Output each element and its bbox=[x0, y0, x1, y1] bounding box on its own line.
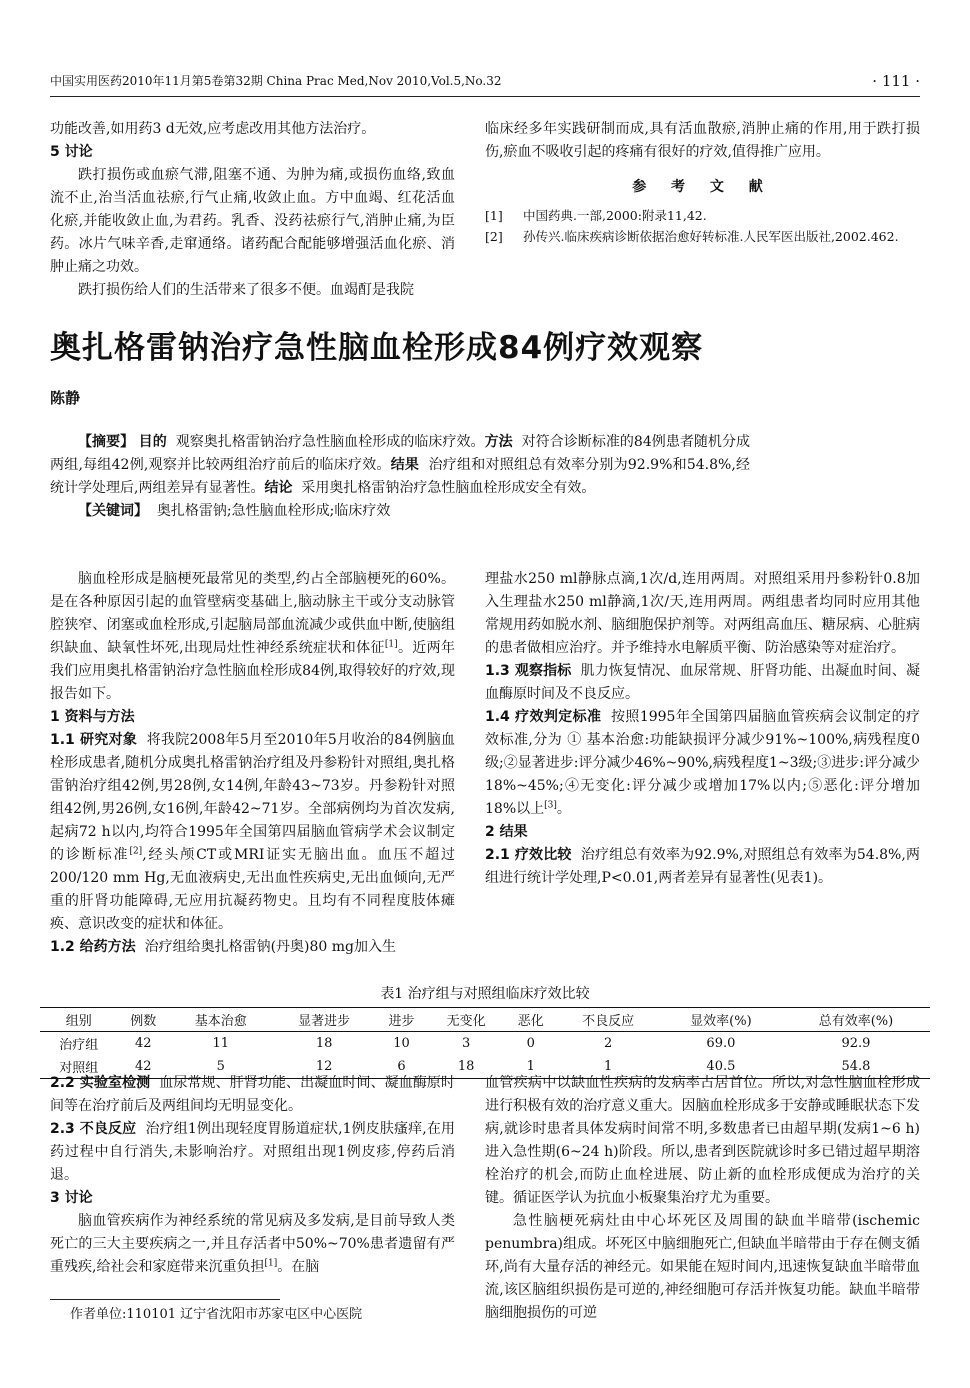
header-rule bbox=[50, 96, 920, 97]
prev-paragraph: 功能改善,如用药3 d无效,应考虑改用其他方法治疗。 bbox=[50, 121, 376, 137]
body-left-column bbox=[50, 568, 455, 959]
subsection-2-2: 2.2 实验室检测 血尿常规、肝肾功能、出凝血时间、凝血酶原时间等在治疗前后及两组间均无明显变化。 bbox=[50, 1075, 455, 1114]
footnote-rule bbox=[50, 1299, 280, 1300]
section-heading: 2 结果 bbox=[485, 824, 528, 840]
table-row: 治疗组 42 11 18 10 3 0 2 69.0 92.9 bbox=[59, 1036, 871, 1053]
keywords-label: 【关键词】 bbox=[78, 503, 148, 519]
keywords: 奥扎格雷钠;急性脑血栓形成;临床疗效 bbox=[156, 503, 391, 519]
table-header-row: 组别 例数 基本治愈 显著进步 进步 无变化 恶化 不良反应 显效率(%) 总有效率(%) bbox=[40, 1008, 930, 1032]
section-heading: 1 资料与方法 bbox=[50, 709, 135, 725]
page-number: · 111 · bbox=[872, 72, 920, 90]
subsection-1-2: 1.2 给药方法 治疗组给奥扎格雷钠(丹奥)80 mg加入生 bbox=[50, 939, 397, 955]
results-table bbox=[40, 1007, 930, 1079]
prev-article-right bbox=[485, 118, 920, 247]
journal-info: 中国实用医药2010年11月第5卷第32期 China Prac Med,Nov 2010,Vol.5,No.32 bbox=[50, 74, 502, 88]
author-affiliation: 作者单位:110101 辽宁省沈阳市苏家屯区中心医院 bbox=[70, 1307, 363, 1322]
table-caption: 表1 治疗组与对照组临床疗效比较 bbox=[380, 986, 590, 1002]
reference-item: [1] 中国药典.一部,2000:附录11,42. bbox=[485, 208, 707, 223]
prev-paragraph: 跌打损伤给人们的生活带来了很多不便。血竭酊是我院 bbox=[78, 282, 414, 298]
references-title: 参 考 文 献 bbox=[632, 179, 773, 195]
lower-left-column bbox=[50, 1072, 455, 1279]
subsection-1-1: 1.1 研究对象 将我院2008年5月至2010年5月收治的84例脑血栓形成患者,随机分成奥扎格雷钠治疗组及丹参粉针对照组,奥扎格雷钠治疗组42例,男28例,女14例,年龄43~73岁。丹参粉针对照组42例,男26例,女16例,年龄42~71岁。全部病例均为首次发病,起病72 h以内,均符合1995年全国第四届脑血管病学术会议制定的诊断标准[2],经头颅CT或MRI证实无脑出血。血压不超过200/120 mm Hg,无血液病史,无出血性疾病史,无出血倾向,无严重的肝肾功能障碍,无应用抗凝药物史。且均有不同程度肢体瘫痪、意识改变的症状和体征。 bbox=[50, 732, 456, 932]
subsection-1-3: 1.3 观察指标 肌力恢复情况、血尿常规、肝肾功能、出凝血时间、凝血酶原时间及不良反应。 bbox=[485, 663, 921, 702]
prev-paragraph: 临床经多年实践研制而成,具有活血散瘀,消肿止痛的作用,用于跌打损伤,瘀血不吸收引起的疼痛有很好的疗效,值得推广应用。 bbox=[485, 121, 920, 160]
subsection-2-1: 2.1 疗效比较 治疗组总有效率为92.9%,对照组总有效率为54.8%,两组进行统计学处理,P<0.01,两者差异有显著性(见表1)。 bbox=[485, 847, 920, 886]
intro-paragraph: 脑血栓形成是脑梗死最常见的类型,约占全部脑梗死的60%。是在各种原因引起的血管壁病变基础上,脑动脉主干或分支动脉管腔狭窄、闭塞或血栓形成,引起脑局部血流减少或供血中断,使脑组织缺血、缺氧性坏死,出现局灶性神经系统症状和体征[1]。近两年我们应用奥扎格雷钠治疗急性脑血栓形成84例,取得较好的疗效,现报告如下。 bbox=[50, 571, 456, 702]
body-paragraph: 理盐水250 ml静脉点滴,1次/d,连用两周。对照组采用丹参粉针0.8加入生理盐水250 ml静滴,1次/天,连用两周。两组患者均同时应用其他常规用药如脱水剂、脑细胞保护剂等。对两组高血压、糖尿病、心脏病的患者做相应治疗。并予维持水电解质平衡、防治感染等对症治疗。 bbox=[485, 571, 920, 656]
prev-paragraph: 跌打损伤或血瘀气滞,阻塞不通、为肿为痛,或损伤血络,致血流不止,治当活血祛瘀,行气止痛,收敛止血。方中血竭、红花活血化瘀,并能收敛止血,为君药。乳香、没药祛瘀行气,消肿止痛,为臣药。冰片气味辛香,走窜通络。诸药配合配能够增强活血化瘀、消肿止痛之功效。 bbox=[50, 167, 455, 275]
reference-item: [2] 孙传兴.临床疾病诊断依据治愈好转标准.人民军医出版社,2002.462. bbox=[485, 229, 899, 244]
table-row: 对照组 42 5 12 6 18 1 1 40.5 54.8 bbox=[40, 1055, 930, 1079]
body-right-column bbox=[485, 568, 920, 890]
discussion-paragraph: 血管疾病中以缺血性疾病的发病率占居首位。所以,对急性脑血栓形成进行积极有效的治疗意义重大。因脑血栓形成多于安静或睡眠状态下发病,就诊时患者具体发病时间常不明,多数患者已由超早期(发病1~6 h)进入急性期(6~24 h)阶段。所以,患者到医院就诊时多已错过超早期溶栓治疗的机会,而防止血栓进展、防止新的血栓形成便成为治疗的关键。循证医学认为抗血小板聚集治疗尤为重要。 bbox=[485, 1075, 920, 1206]
section-heading: 5 讨论 bbox=[50, 144, 93, 160]
author-name: 陈静 bbox=[50, 389, 81, 407]
abstract-label: 【摘要】 bbox=[78, 434, 135, 450]
subsection-1-4: 1.4 疗效判定标准 按照1995年全国第四届脑血管疾病会议制定的疗效标准,分为 ① 基本治愈:功能缺损评分减少91%~100%,病残程度0级;②显著进步:评分减少46%~90%,病残程度1~3级;③进步:评分减少18%~45%;④无变化:评分减少或增加17%以内;⑤恶化:评分增加18%以上[3]。 bbox=[485, 709, 920, 817]
lower-right-column bbox=[485, 1072, 920, 1325]
abstract: 【摘要】 目的 观察奥扎格雷钠治疗急性脑血栓形成的临床疗效。方法 对符合诊断标准的84例患者随机分成两组,每组42例,观察并比较两组治疗前后的临床疗效。结果 治疗组和对照组总有效率分别为92.9%和54.8%,经统计学处理后,两组差异有显著性。结论 采用奥扎格雷钠治疗急性脑血栓形成安全有效。 【关键词】 奥扎格雷钠;急性脑血栓形成;临床疗效 bbox=[50, 434, 751, 519]
prev-article-left bbox=[50, 118, 455, 302]
discussion-paragraph: 急性脑梗死病灶由中心坏死区及周围的缺血半暗带(ischemic penumbra)组成。坏死区中脑细胞死亡,但缺血半暗带由于存在侧支循环,尚有大量存活的神经元。如果能在短时间内,迅速恢复缺血半暗带血流,该区脑组织损伤是可逆的,神经细胞可存活并恢复功能。缺血半暗带脑细胞损伤的可逆 bbox=[485, 1213, 920, 1321]
section-heading: 3 讨论 bbox=[50, 1190, 93, 1206]
subsection-2-3: 2.3 不良反应 治疗组1例出现轻度胃肠道症状,1例皮肤瘙痒,在用药过程中自行消失,未影响治疗。对照组出现1例皮疹,停药后消退。 bbox=[50, 1121, 455, 1183]
discussion-paragraph: 脑血管疾病作为神经系统的常见病及多发病,是目前导致人类死亡的三大主要疾病之一,并且存活者中50%~70%患者遗留有严重残疾,给社会和家庭带来沉重负担[1]。在脑 bbox=[50, 1213, 455, 1275]
article-title: 奥扎格雷钠治疗急性脑血栓形成84例疗效观察 bbox=[50, 330, 704, 366]
